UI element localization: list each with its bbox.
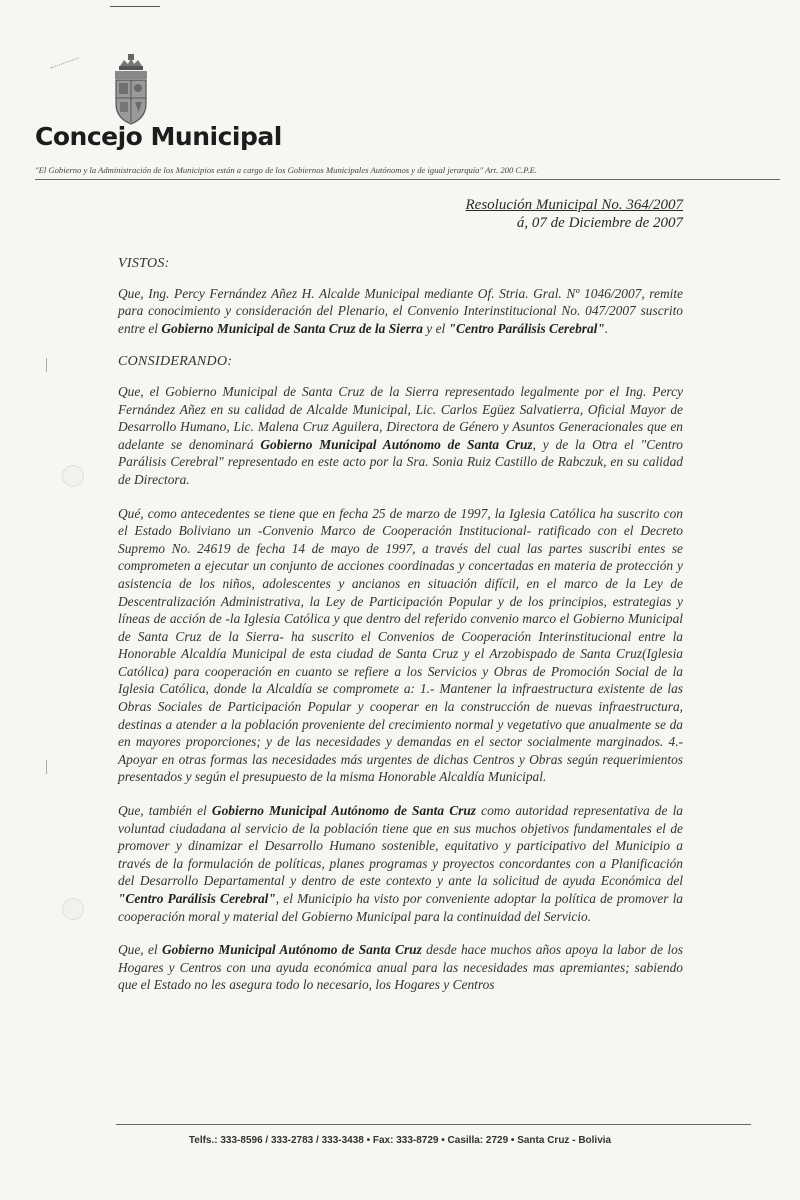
scan-smudge <box>50 57 83 81</box>
considerando-paragraph-3 <box>118 802 683 925</box>
text-span: , y de la Otra el "Centro Parálisis Cerebral" representado en este acto por la Sra. Sonia Ruiz Castillo de Rabczuk, en su calidad de Directora. <box>118 436 684 487</box>
document-body <box>118 255 683 1010</box>
punch-hole <box>62 465 84 487</box>
vistos-paragraph <box>118 285 683 338</box>
text-span: , el Municipio ha visto por conveniente adoptar la política de promover la cooperación moral y material del Gobierno Municipal para la continuidad del Servicio. <box>118 891 683 924</box>
text-span: Que, también el <box>118 803 212 819</box>
coat-of-arms-icon <box>108 52 154 128</box>
bold-text: Gobierno Municipal Autónomo de Santa Cruz <box>161 942 422 958</box>
bold-text: Gobierno Municipal de Santa Cruz de la Sierra <box>161 320 423 336</box>
bold-text: Gobierno Municipal Autónomo de Santa Cruz <box>260 436 533 452</box>
bold-text: Gobierno Municipal Autónomo de Santa Cruz <box>211 803 477 819</box>
header-divider <box>35 179 780 180</box>
text-span: desde hace muchos años apoya la labor de los Hogares y Centros con una ayuda económica anual para las necesidades mas apremiantes; sabiendo que el Estado no les asegura todo lo necesario, los Hogares y Centros <box>118 942 683 993</box>
considerando-paragraph-1 <box>118 383 683 489</box>
considerando-paragraph-4 <box>118 941 683 994</box>
margin-mark <box>46 358 47 372</box>
header-motto: "El Gobierno y la Administración de los Municipios están a cargo de los Gobiernos Municipales Autónomos y de igual jerarquía" Art. 200 C.P.E. <box>35 165 537 175</box>
bold-text: "Centro Parálisis Cerebral" <box>118 891 276 906</box>
resolution-title: Resolución Municipal No. 364/2007 <box>465 197 683 213</box>
vistos-heading: VISTOS: <box>118 256 170 271</box>
text-span: Que, el <box>118 942 162 958</box>
text-span: y el <box>422 320 449 336</box>
text-span: Que, el Gobierno Municipal de Santa Cruz de la Sierra representado legalmente por el Ing. Percy Fernández Añez en su calidad de Alcalde Municipal, Lic. Carlos Egüez Salvatierra, Oficial Mayor de Desarrollo Humano, Lic. Malena Cruz Aguilera, Directora de Género y Asuntos Generacionales que en adelante se denominará <box>118 383 683 452</box>
text-span: Que, Ing. Percy Fernández Añez H. Alcalde Municipal mediante Of. Stria. Gral. Nº 1046/2007, remite para conocimiento y consideración del Plenario, el Convenio Interinstitucional No. 047/2007 suscrito entre el <box>118 285 683 336</box>
text-span: como autoridad representativa de la voluntad ciudadana al servicio de la población tiene que en sus muchos objetivos fundamentales el de promover y dinamizar el Desarrollo Humano sostenible, equitativo y participativo del Municipio a través de la formulación de políticas, planes programas y proyectos concordantes con a Planificación del Desarrollo Departamental y dentro de este contexto y ante la solicitud de ayuda Económica del <box>118 803 683 889</box>
considerando-paragraph-2: Qué, como antecedentes se tiene que en fecha 25 de marzo de 1997, la Iglesia Católica ha suscrito con el Estado Boliviano un -Convenio Marco de Cooperación Institucional- ratificado con el Decreto Supremo No. 24619 de fecha 14 de mayo de 1997, a través del cual las partes suscribi entes se comprometen a ejecutar un conjunto de acciones coordinadas y concertadas en materia de protección y asistencia de los niños, adolescentes y ancianos en situación difícil, en el marco de la Ley de Descentralización Administrativa, la Ley de Participación Popular y de los principios, estrategias y líneas de acción de -la Iglesia Católica y que dentro del referido convenio marco el Gobierno Municipal de Santa Cruz de la Sierra- ha suscrito el Convenios de Cooperación Interinstitucional entre la Honorable Alcaldía Municipal de esta ciudad de Santa Cruz y el Arzobispado de Santa Cruz(Iglesia Católica) para cooperación en cuanto se refiere a los Servicios y Obras de Promoción Social de la Iglesia Católica, donde la Alcaldía se compromete a: 1.- Mantener la infraestructura existente de las Obras Sociales de Participación Popular y cooperar en la construcción de nuevas infraestructura, destinas a atender a la población proveniente del crecimiento normal y vegetativo que anualmente se da en mayores proporciones; y de las necesidades y demandas en el sector socialmente marginados. 4.- Apoyar en otras formas las necesidades más urgentes de dichas Centros y Obras según requerimientos presentados y según el presupuesto de la misma Honorable Alcaldía Municipal. <box>118 505 683 785</box>
considerando-heading: CONSIDERANDO: <box>118 354 233 370</box>
organization-name: Concejo Municipal <box>35 122 282 151</box>
footer-divider <box>116 1124 751 1125</box>
punch-hole <box>62 898 84 920</box>
text-span: . <box>604 320 609 336</box>
scan-artifact-line <box>110 6 160 7</box>
bold-text: "Centro Parálisis Cerebral" <box>448 320 605 336</box>
footer-contact: Telfs.: 333-8596 / 333-2783 / 333-3438 • Fax: 333-8729 • Casilla: 2729 • Santa Cruz - Bolivia <box>188 1135 612 1146</box>
margin-mark <box>46 760 47 774</box>
resolution-date: á, 07 de Diciembre de 2007 <box>516 215 683 231</box>
